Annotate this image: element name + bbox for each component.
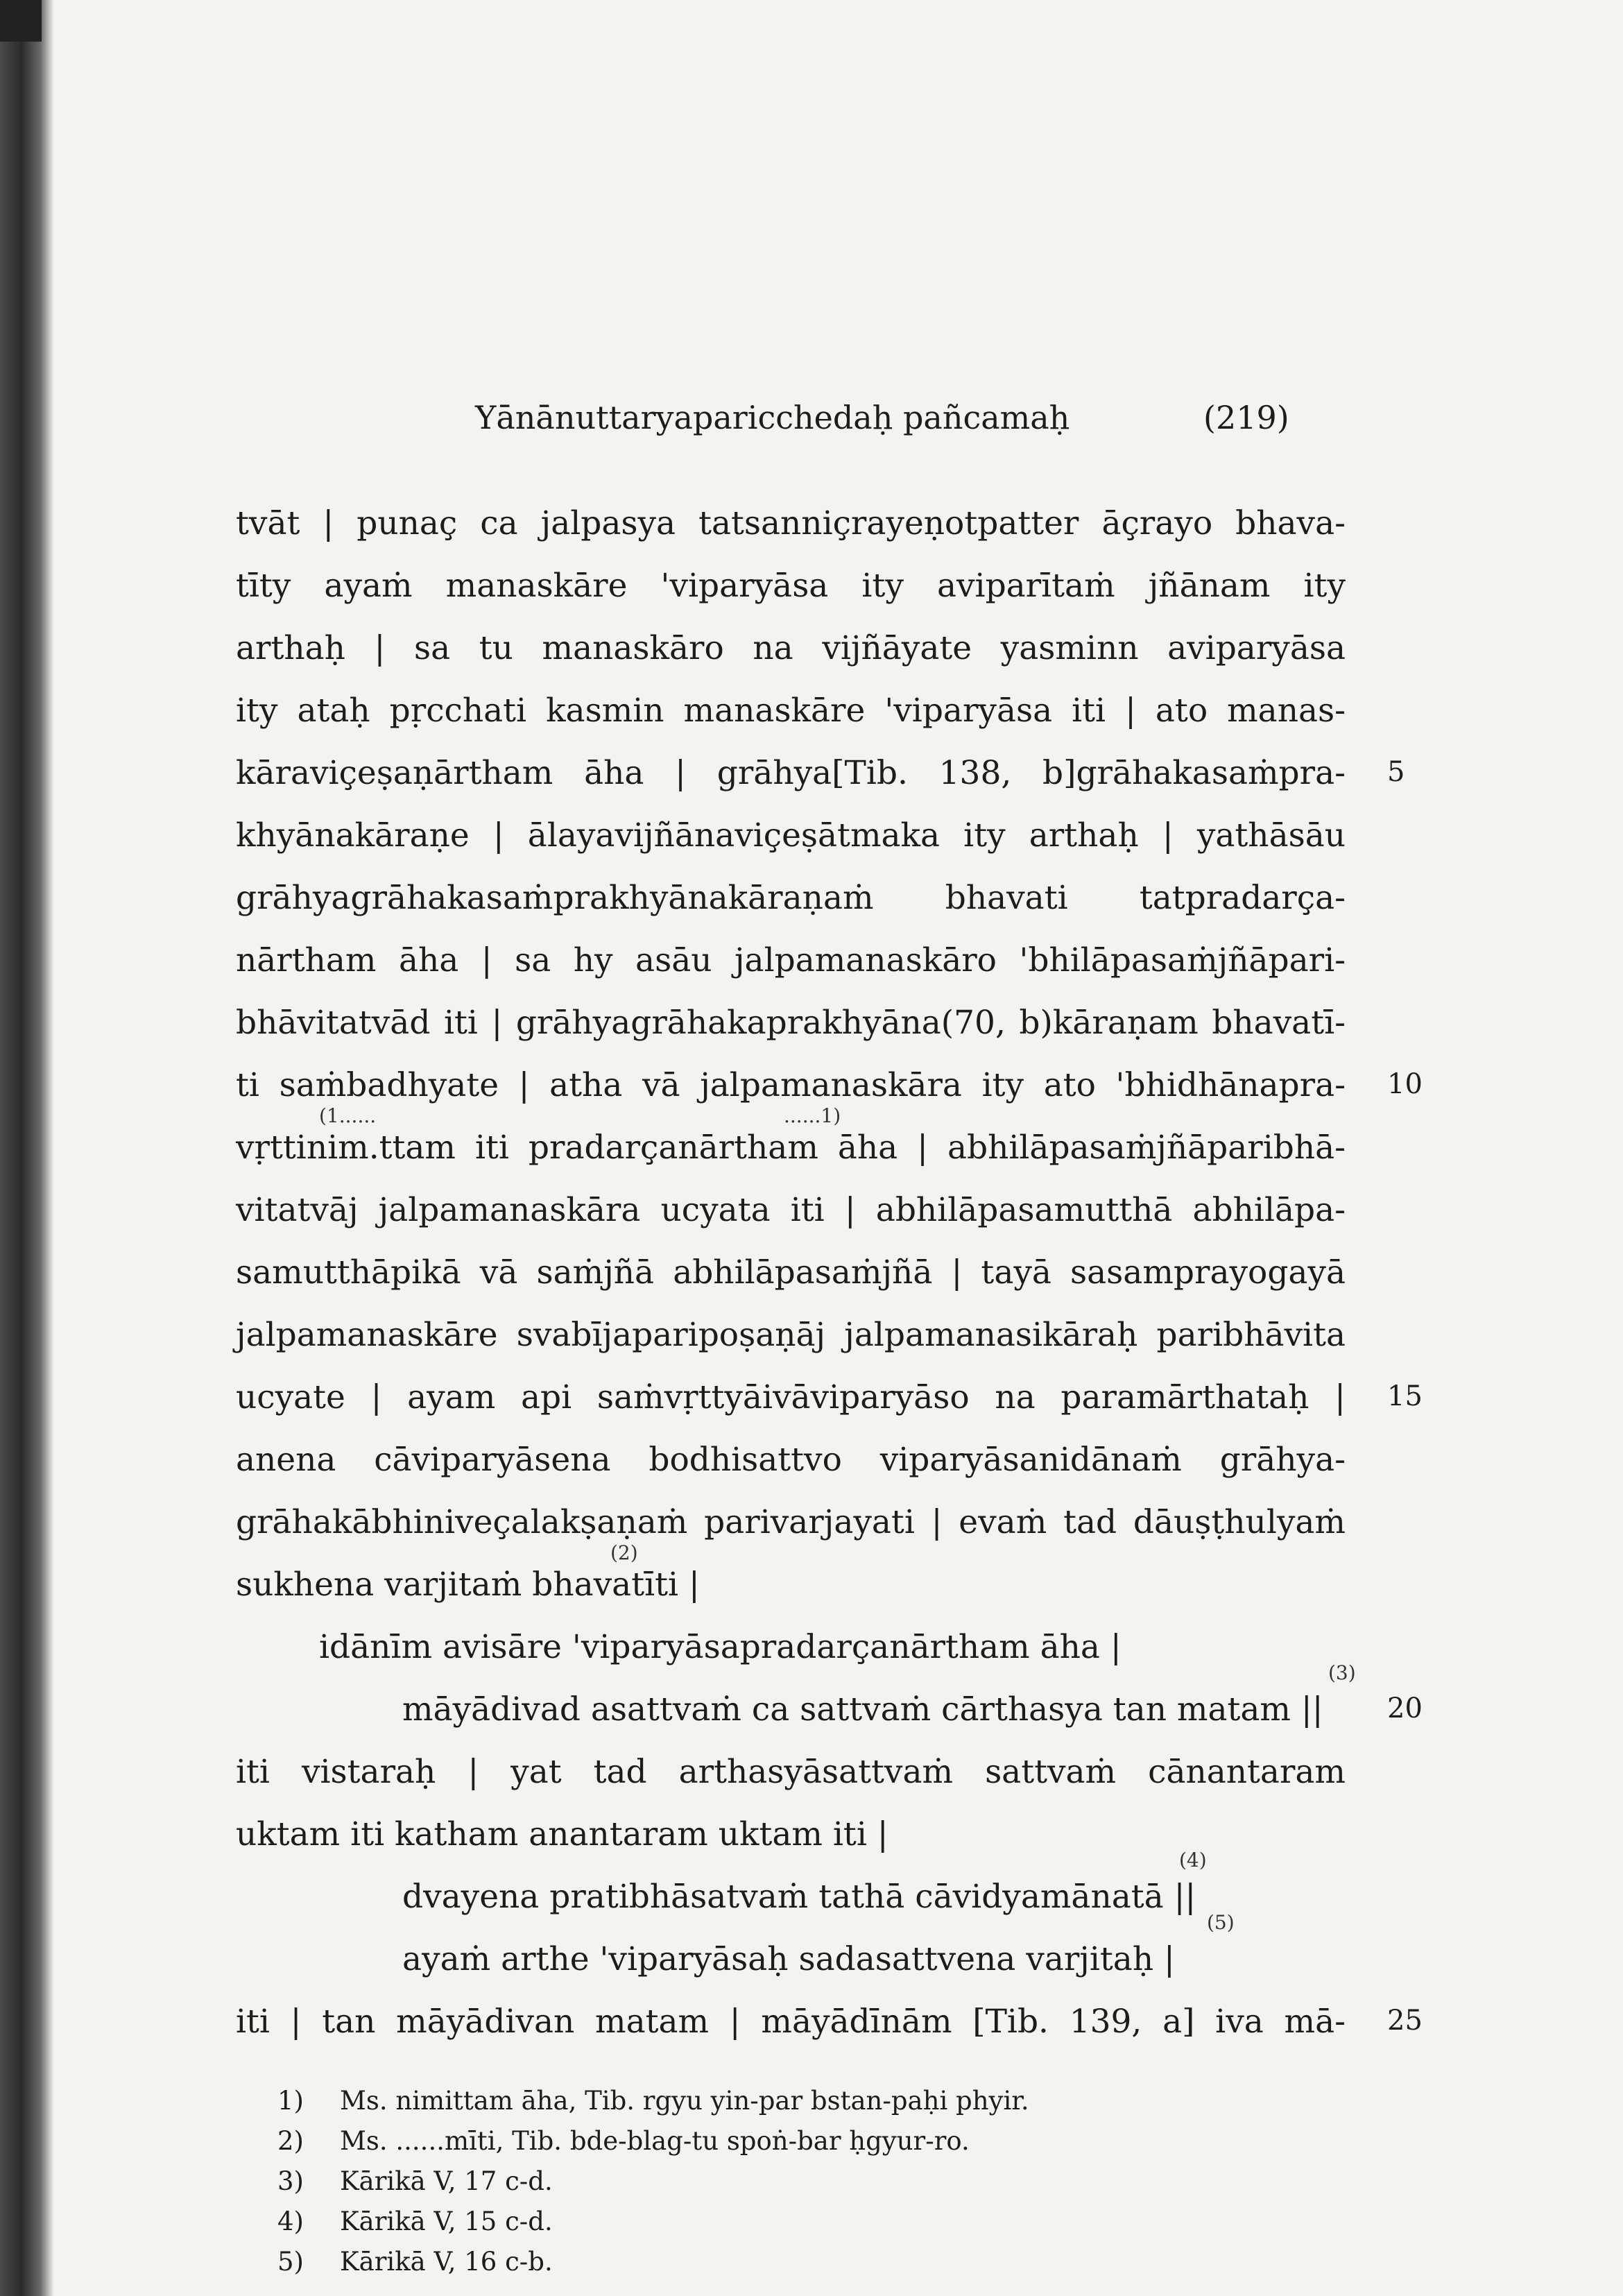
text-line: tīty ayaṁ manaskāre 'viparyāsa ity aviparītaṁ jñānam ity	[236, 567, 1346, 605]
line-number: 5	[1387, 756, 1405, 788]
line-number: 10	[1387, 1068, 1423, 1100]
footnote-mark: (5)	[1207, 1911, 1235, 1934]
footnote	[277, 2161, 1248, 2202]
text-line: sukhena varjitaṁ bhavatīti |	[236, 1566, 700, 1604]
footnote-text: Kārikā V, 16 c-b.	[340, 2247, 553, 2277]
line-number: 25	[1387, 2005, 1423, 2037]
footnote-mark: (2)	[610, 1541, 638, 1564]
footnote-text: Ms. ......mīti, Tib. bde-blag-tu spoṅ-bar ḥgyur-ro.	[340, 2126, 970, 2156]
text-line: tvāt | punaç ca jalpasya tatsanniçrayeṇotpatter āçrayo bhava-	[236, 504, 1346, 542]
text-line: ucyate | ayam api saṁvṛttyāivāviparyāso na paramārthataḥ |	[236, 1378, 1346, 1416]
footnote	[277, 2242, 1248, 2282]
footnote-mark: (4)	[1179, 1849, 1207, 1871]
footnote-mark: ......1)	[784, 1104, 841, 1127]
text-line: iti | tan māyādivan matam | māyādīnām [Tib. 139, a] iva mā-	[236, 2003, 1346, 2041]
footnote-text: Kārikā V, 17 c-d.	[340, 2166, 553, 2196]
footnote-text: Ms. nimittam āha, Tib. rgyu yin-par bstan-paḥi phyir.	[340, 2086, 1029, 2116]
footnote-number: 2)	[277, 2126, 304, 2156]
text-line: kāraviçeṣaṇārtham āha | grāhya[Tib. 138, b]grāhakasaṁpra-	[236, 754, 1346, 792]
text-line: grāhakābhiniveçalakṣaṇaṁ parivarjayati | evaṁ tad dāuṣṭhulyaṁ	[236, 1503, 1346, 1541]
text-line: uktam iti katham anantaram uktam iti |	[236, 1815, 888, 1853]
footnote	[277, 2202, 1248, 2242]
footnote	[277, 2121, 1248, 2161]
footnote-mark: (1......	[319, 1104, 377, 1127]
page-number: (219)	[1203, 399, 1289, 436]
text-line: bhāvitatvād iti | grāhyagrāhakaprakhyāna(70, b)kāraṇam bhavatī-	[236, 1004, 1346, 1042]
text-line: jalpamanaskāre svabījaparipoṣaṇāj jalpamanasikāraḥ paribhāvita	[236, 1316, 1346, 1354]
footnote-mark: (3)	[1328, 1661, 1356, 1684]
verse-line: dvayena pratibhāsatvaṁ tathā cāvidyamānatā ||	[402, 1878, 1196, 1916]
text-line: iti vistaraḥ | yat tad arthasyāsattvaṁ sattvaṁ cānantaram	[236, 1753, 1346, 1791]
text-line: khyānakāraṇe | ālayavijñānaviçeṣātmaka ity arthaḥ | yathāsāu	[236, 816, 1346, 855]
footnote	[277, 2081, 1248, 2121]
running-header	[475, 399, 1307, 447]
verse-line: māyādivad asattvaṁ ca sattvaṁ cārthasya tan matam ||	[402, 1690, 1323, 1729]
text-line: vṛttinim.ttam iti pradarçanārtham āha | abhilāpasaṁjñāparibhā-	[236, 1129, 1346, 1167]
text-line: ity ataḥ pṛcchati kasmin manaskāre 'viparyāsa iti | ato manas-	[236, 692, 1346, 730]
text-line: nārtham āha | sa hy asāu jalpamanaskāro 'bhilāpasaṁjñāpari-	[236, 941, 1346, 979]
chapter-title: Yānānuttaryaparicchedaḥ pañcamaḥ	[475, 399, 1070, 436]
footnote-number: 3)	[277, 2166, 304, 2196]
book-spine-corner	[0, 0, 42, 42]
text-line: samutthāpikā vā saṁjñā abhilāpasaṁjñā | tayā sasamprayogayā	[236, 1253, 1346, 1292]
footnote-number: 5)	[277, 2247, 304, 2277]
footnote-text: Kārikā V, 15 c-d.	[340, 2207, 553, 2236]
text-line: arthaḥ | sa tu manaskāro na vijñāyate yasminn aviparyāsa	[236, 629, 1346, 667]
line-number: 15	[1387, 1380, 1423, 1412]
text-line: vitatvāj jalpamanaskāra ucyata iti | abhilāpasamutthā abhilāpa-	[236, 1191, 1346, 1229]
text-line: grāhyagrāhakasaṁprakhyānakāraṇaṁ bhavati tatpradarça-	[236, 879, 1346, 917]
verse-line: ayaṁ arthe 'viparyāsaḥ sadasattvena varjitaḥ |	[402, 1940, 1175, 1978]
text-line: ti saṁbadhyate | atha vā jalpamanaskāra ity ato 'bhidhānapra-	[236, 1066, 1346, 1104]
line-number: 20	[1387, 1693, 1423, 1724]
text-line: idānīm avisāre 'viparyāsapradarçanārtham āha |	[319, 1628, 1122, 1666]
footnote-number: 4)	[277, 2207, 304, 2236]
book-spine-shadow	[0, 0, 54, 2296]
text-line: anena cāviparyāsena bodhisattvo viparyāsanidānaṁ grāhya-	[236, 1441, 1346, 1479]
footnote-number: 1)	[277, 2086, 304, 2116]
